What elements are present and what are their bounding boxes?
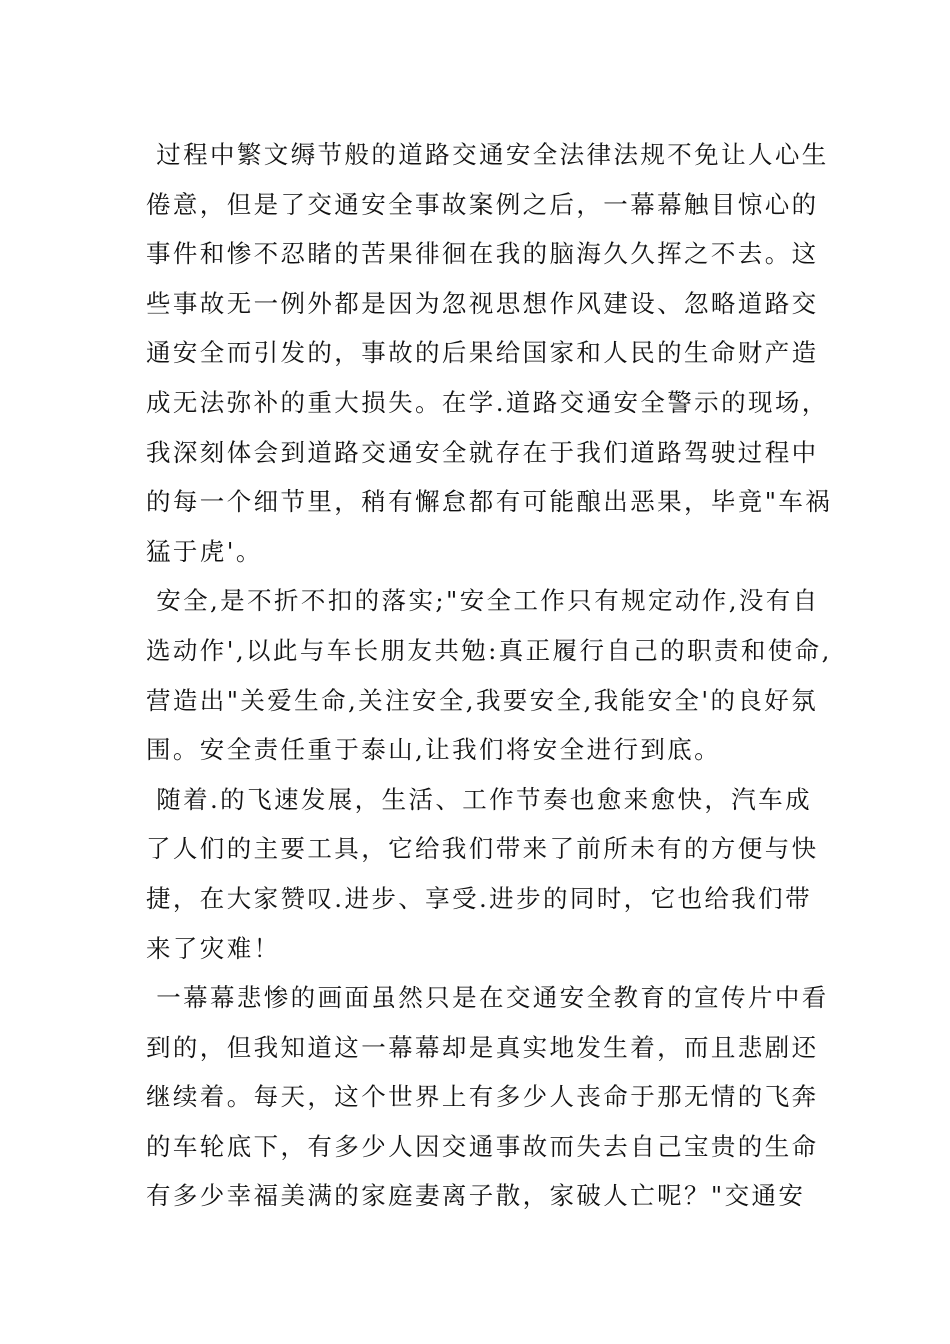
text-line: 倦意，但是了交通安全事故案例之后，一幕幕触目惊心的	[146, 189, 819, 219]
text-line: 选动作',以此与车长朋友共勉:真正履行自己的职责和使命,	[146, 635, 832, 665]
text-line: 的每一个细节里，稍有懈怠都有可能酿出恶果，毕竟"车祸	[146, 487, 833, 517]
text-line: 通安全而引发的，事故的后果给国家和人民的生命财产造	[146, 338, 819, 368]
document-body	[146, 130, 833, 1221]
text-line: 一幕幕悲惨的画面虽然只是在交通安全教育的宣传片中看	[146, 983, 829, 1013]
text-line: 了人们的主要工具，它给我们带来了前所未有的方便与快	[146, 834, 819, 864]
text-line: 随着.的飞速发展，生活、工作节奏也愈来愈快，汽车成	[146, 784, 812, 814]
text-line: 成无法弥补的重大损失。在学.道路交通安全警示的现场，	[146, 387, 829, 417]
text-line: 安全,是不折不扣的落实;"安全工作只有规定动作,没有自	[146, 586, 820, 616]
text-line: 捷，在大家赞叹.进步、享受.进步的同时，它也给我们带	[146, 883, 812, 913]
text-line: 继续着。每天，这个世界上有多少人丧命于那无情的飞奔	[146, 1082, 819, 1112]
text-line: 事件和惨不忍睹的苦果徘徊在我的脑海久久挥之不去。这	[146, 239, 819, 269]
text-line: 有多少幸福美满的家庭妻离子散，家破人亡呢？"交通安	[146, 1181, 806, 1211]
text-line: 来了灾难！	[146, 933, 281, 963]
text-line: 猛于虎'。	[146, 536, 263, 566]
text-line: 过程中繁文缛节般的道路交通安全法律法规不免让人心生	[146, 140, 829, 169]
text-line: 围。安全责任重于泰山,让我们将安全进行到底。	[146, 735, 722, 765]
text-line: 营造出"关爱生命,关注安全,我要安全,我能安全'的良好氛	[146, 685, 819, 715]
text-line: 些事故无一例外都是因为忽视思想作风建设、忽略道路交	[146, 288, 819, 318]
text-line: 我深刻体会到道路交通安全就存在于我们道路驾驶过程中	[146, 437, 819, 467]
text-line: 的车轮底下，有多少人因交通事故而失去自己宝贵的生命	[146, 1131, 819, 1161]
text-line: 到的，但我知道这一幕幕却是真实地发生着，而且悲剧还	[146, 1032, 819, 1062]
